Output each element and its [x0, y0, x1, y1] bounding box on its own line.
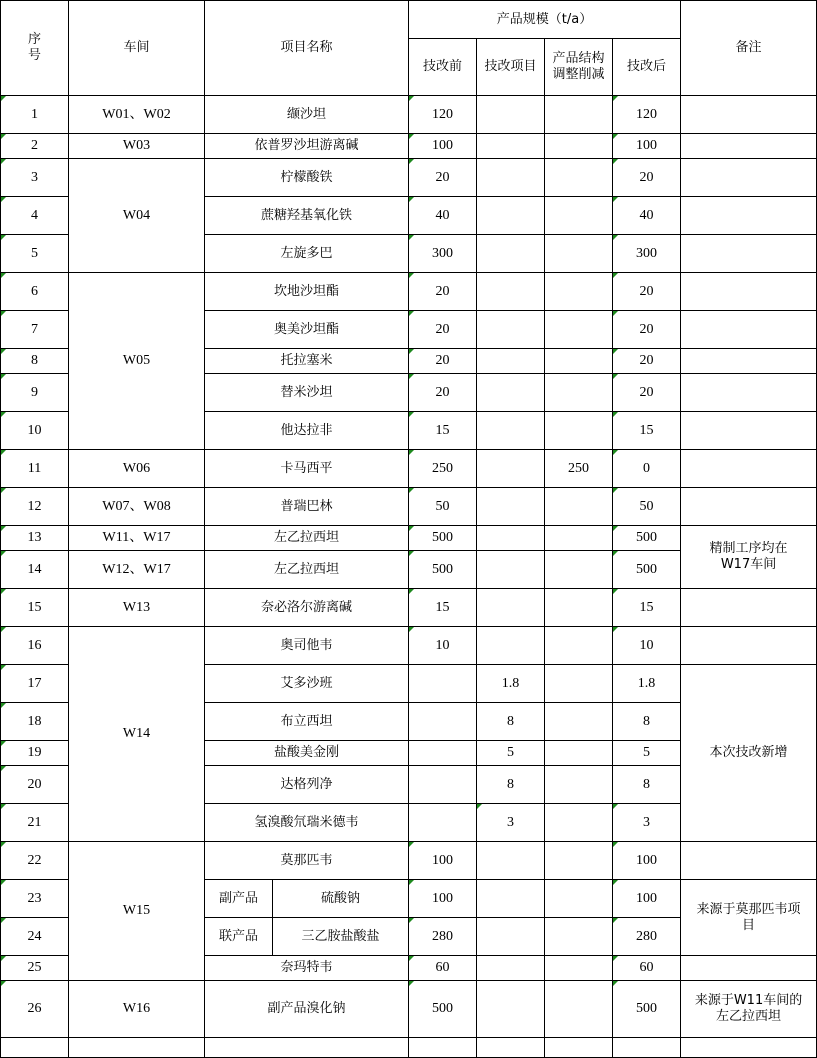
row-no: 26 — [1, 981, 69, 1038]
header-after: 技改后 — [613, 39, 681, 96]
row-before: 10 — [409, 627, 477, 665]
row-tech: 8 — [477, 703, 545, 741]
row-tech — [477, 526, 545, 551]
row-after: 8 — [613, 766, 681, 804]
row-after: 3 — [613, 804, 681, 842]
row-name: 奥美沙坦酯 — [205, 311, 409, 349]
header-remark: 备注 — [681, 1, 817, 96]
row-name: 蔗糖羟基氧化铁 — [205, 197, 409, 235]
row-before: 100 — [409, 842, 477, 880]
row-adjust — [545, 311, 613, 349]
row-category: 副产品 — [205, 880, 273, 918]
row-workshop: W13 — [69, 589, 205, 627]
row-remark — [681, 842, 817, 880]
row-remark — [681, 349, 817, 374]
row-no: 25 — [1, 956, 69, 981]
row-tech — [477, 134, 545, 159]
row-no: 6 — [1, 273, 69, 311]
row-after: 8 — [613, 703, 681, 741]
row-no: 12 — [1, 488, 69, 526]
row-tech — [477, 349, 545, 374]
row-name: 替米沙坦 — [205, 374, 409, 412]
row-adjust — [545, 159, 613, 197]
row-after: 500 — [613, 551, 681, 589]
row-before: 120 — [409, 96, 477, 134]
row-tech — [477, 981, 545, 1038]
row-no: 9 — [1, 374, 69, 412]
table-row — [1, 96, 817, 134]
row-tech: 1.8 — [477, 665, 545, 703]
row-before: 15 — [409, 412, 477, 450]
row-after: 300 — [613, 235, 681, 273]
row-no: 10 — [1, 412, 69, 450]
row-no: 2 — [1, 134, 69, 159]
row-tech — [477, 880, 545, 918]
row-name: 盐酸美金刚 — [205, 741, 409, 766]
header-seq: 序号 — [1, 1, 69, 96]
row-before — [409, 804, 477, 842]
row-workshop: W03 — [69, 134, 205, 159]
row-adjust — [545, 412, 613, 450]
row-before: 20 — [409, 159, 477, 197]
row-adjust — [545, 589, 613, 627]
row-workshop: W16 — [69, 981, 205, 1038]
row-remark — [681, 956, 817, 981]
row-adjust — [545, 349, 613, 374]
row-tech: 8 — [477, 766, 545, 804]
header-project: 项目名称 — [205, 1, 409, 96]
row-after: 15 — [613, 589, 681, 627]
row-name: 缬沙坦 — [205, 96, 409, 134]
row-after: 120 — [613, 96, 681, 134]
row-adjust — [545, 981, 613, 1038]
row-no: 24 — [1, 918, 69, 956]
header-before: 技改前 — [409, 39, 477, 96]
row-tech — [477, 197, 545, 235]
table-row — [1, 488, 817, 526]
row-remark — [681, 235, 817, 273]
row-before: 20 — [409, 273, 477, 311]
row-adjust — [545, 374, 613, 412]
row-no: 3 — [1, 159, 69, 197]
row-remark — [681, 159, 817, 197]
row-adjust — [545, 96, 613, 134]
row-remark: 来源于莫那匹韦项目 — [681, 880, 817, 956]
row-after: 500 — [613, 981, 681, 1038]
row-no: 23 — [1, 880, 69, 918]
row-after: 100 — [613, 880, 681, 918]
row-tech: 5 — [477, 741, 545, 766]
row-before: 60 — [409, 956, 477, 981]
row-remark: 本次技改新增 — [681, 665, 817, 842]
row-remark — [681, 589, 817, 627]
row-name: 柠檬酸铁 — [205, 159, 409, 197]
row-adjust — [545, 665, 613, 703]
row-before: 280 — [409, 918, 477, 956]
row-tech — [477, 412, 545, 450]
row-no: 7 — [1, 311, 69, 349]
row-tech — [477, 627, 545, 665]
row-name: 艾多沙班 — [205, 665, 409, 703]
row-name: 托拉塞米 — [205, 349, 409, 374]
row-before: 15 — [409, 589, 477, 627]
table-row — [1, 627, 817, 665]
row-adjust — [545, 488, 613, 526]
row-remark — [681, 412, 817, 450]
row-adjust — [545, 627, 613, 665]
row-name: 奈必洛尔游离碱 — [205, 589, 409, 627]
row-name: 左乙拉西坦 — [205, 551, 409, 589]
row-no: 17 — [1, 665, 69, 703]
row-adjust — [545, 551, 613, 589]
row-no: 1 — [1, 96, 69, 134]
header-tech-project: 技改项目 — [477, 39, 545, 96]
row-workshop: W06 — [69, 450, 205, 488]
row-after: 5 — [613, 741, 681, 766]
row-remark — [681, 96, 817, 134]
row-name: 坎地沙坦酯 — [205, 273, 409, 311]
row-tech: 3 — [477, 804, 545, 842]
row-adjust — [545, 741, 613, 766]
row-category: 联产品 — [205, 918, 273, 956]
row-name: 氢溴酸氘瑞米德韦 — [205, 804, 409, 842]
row-tech — [477, 96, 545, 134]
row-no: 13 — [1, 526, 69, 551]
row-name: 副产品溴化钠 — [205, 981, 409, 1038]
row-no: 21 — [1, 804, 69, 842]
row-name: 左旋多巴 — [205, 235, 409, 273]
row-adjust — [545, 918, 613, 956]
header-workshop: 车间 — [69, 1, 205, 96]
table-row — [1, 159, 817, 197]
header-adjust: 产品结构调整削减 — [545, 39, 613, 96]
row-before: 300 — [409, 235, 477, 273]
row-after: 20 — [613, 349, 681, 374]
row-no: 14 — [1, 551, 69, 589]
row-remark: 来源于W11车间的左乙拉西坦 — [681, 981, 817, 1038]
row-remark — [681, 450, 817, 488]
row-name: 布立西坦 — [205, 703, 409, 741]
row-adjust — [545, 526, 613, 551]
row-before — [409, 741, 477, 766]
row-adjust — [545, 235, 613, 273]
row-remark — [681, 627, 817, 665]
row-after: 10 — [613, 627, 681, 665]
row-no: 8 — [1, 349, 69, 374]
row-name: 奥司他韦 — [205, 627, 409, 665]
row-workshop: W12、W17 — [69, 551, 205, 589]
row-remark — [681, 273, 817, 311]
row-workshop: W11、W17 — [69, 526, 205, 551]
row-after: 500 — [613, 526, 681, 551]
row-before: 500 — [409, 981, 477, 1038]
table-row — [1, 526, 817, 551]
row-remark — [681, 197, 817, 235]
row-name: 依普罗沙坦游离碱 — [205, 134, 409, 159]
row-after: 20 — [613, 311, 681, 349]
row-remark — [681, 134, 817, 159]
row-name: 达格列净 — [205, 766, 409, 804]
row-no: 11 — [1, 450, 69, 488]
row-name: 三乙胺盐酸盐 — [273, 918, 409, 956]
table-row — [1, 589, 817, 627]
row-tech — [477, 311, 545, 349]
row-after: 100 — [613, 842, 681, 880]
row-adjust — [545, 197, 613, 235]
row-tech — [477, 374, 545, 412]
row-before: 50 — [409, 488, 477, 526]
row-workshop: W05 — [69, 273, 205, 450]
row-before: 20 — [409, 374, 477, 412]
row-before: 100 — [409, 880, 477, 918]
table-row — [1, 273, 817, 311]
row-remark — [681, 488, 817, 526]
row-no: 19 — [1, 741, 69, 766]
table-row — [1, 842, 817, 880]
row-name: 莫那匹韦 — [205, 842, 409, 880]
table-row — [1, 981, 817, 1038]
row-tech — [477, 956, 545, 981]
row-adjust — [545, 766, 613, 804]
row-before: 40 — [409, 197, 477, 235]
row-adjust — [545, 703, 613, 741]
row-before — [409, 766, 477, 804]
row-tech — [477, 273, 545, 311]
row-name: 卡马西平 — [205, 450, 409, 488]
row-before: 500 — [409, 551, 477, 589]
row-no: 18 — [1, 703, 69, 741]
row-adjust — [545, 134, 613, 159]
row-after: 280 — [613, 918, 681, 956]
row-name: 他达拉非 — [205, 412, 409, 450]
row-after: 20 — [613, 273, 681, 311]
row-after: 50 — [613, 488, 681, 526]
row-workshop: W15 — [69, 842, 205, 981]
row-workshop: W04 — [69, 159, 205, 273]
row-no: 15 — [1, 589, 69, 627]
row-after: 1.8 — [613, 665, 681, 703]
row-no: 20 — [1, 766, 69, 804]
row-adjust — [545, 842, 613, 880]
row-after: 20 — [613, 374, 681, 412]
row-adjust: 250 — [545, 450, 613, 488]
header-scale: 产品规模（t/a） — [409, 1, 681, 39]
row-name: 左乙拉西坦 — [205, 526, 409, 551]
row-before: 250 — [409, 450, 477, 488]
row-adjust — [545, 956, 613, 981]
row-before: 20 — [409, 349, 477, 374]
row-tech — [477, 235, 545, 273]
row-before — [409, 703, 477, 741]
row-remark — [681, 311, 817, 349]
row-workshop: W07、W08 — [69, 488, 205, 526]
row-name: 奈玛特韦 — [205, 956, 409, 981]
row-after: 0 — [613, 450, 681, 488]
row-tech — [477, 842, 545, 880]
row-no: 22 — [1, 842, 69, 880]
row-no: 5 — [1, 235, 69, 273]
row-workshop: W14 — [69, 627, 205, 842]
row-tech — [477, 450, 545, 488]
row-adjust — [545, 804, 613, 842]
row-name: 普瑞巴林 — [205, 488, 409, 526]
row-after: 100 — [613, 134, 681, 159]
row-name: 硫酸钠 — [273, 880, 409, 918]
row-before: 500 — [409, 526, 477, 551]
table-row — [1, 134, 817, 159]
table-row — [1, 450, 817, 488]
row-remark: 精制工序均在W17车间 — [681, 526, 817, 589]
row-tech — [477, 159, 545, 197]
row-after: 15 — [613, 412, 681, 450]
row-before: 100 — [409, 134, 477, 159]
row-workshop: W01、W02 — [69, 96, 205, 134]
row-adjust — [545, 880, 613, 918]
row-adjust — [545, 273, 613, 311]
row-before: 20 — [409, 311, 477, 349]
row-after: 20 — [613, 159, 681, 197]
row-no: 4 — [1, 197, 69, 235]
row-tech — [477, 551, 545, 589]
row-remark — [681, 374, 817, 412]
row-tech — [477, 488, 545, 526]
row-tech — [477, 918, 545, 956]
row-no: 16 — [1, 627, 69, 665]
row-after: 60 — [613, 956, 681, 981]
row-after: 40 — [613, 197, 681, 235]
row-before — [409, 665, 477, 703]
row-tech — [477, 589, 545, 627]
